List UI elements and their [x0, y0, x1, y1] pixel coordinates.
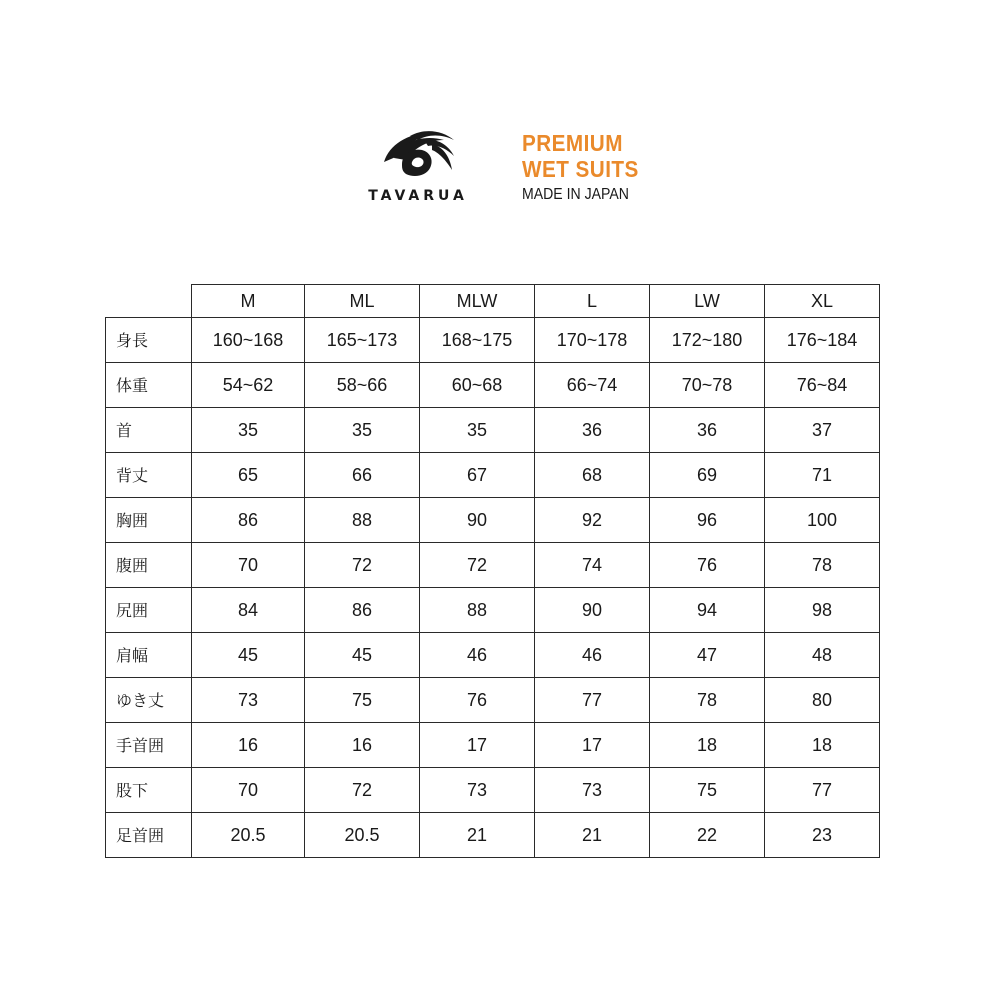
- table-row: [106, 408, 880, 453]
- measurement-value: 36: [650, 408, 765, 453]
- measurement-value: 76: [650, 543, 765, 588]
- size-header-cell: M: [192, 285, 305, 318]
- measurement-value: 66~74: [535, 363, 650, 408]
- size-header-cell: ML: [305, 285, 420, 318]
- measurement-value: 90: [535, 588, 650, 633]
- measurement-value: 88: [420, 588, 535, 633]
- brand-name: TAVARUA: [368, 188, 468, 204]
- table-row: [106, 768, 880, 813]
- measurement-label: 手首囲: [106, 723, 192, 768]
- measurement-value: 86: [192, 498, 305, 543]
- measurement-label: 背丈: [106, 453, 192, 498]
- measurement-label: 肩幅: [106, 633, 192, 678]
- measurement-value: 76~84: [765, 363, 880, 408]
- tagline-wet-suits: WET SUITS: [522, 156, 639, 182]
- measurement-label: 足首囲: [106, 813, 192, 858]
- table-row: [106, 678, 880, 723]
- table-row: [106, 543, 880, 588]
- measurement-label: 尻囲: [106, 588, 192, 633]
- measurement-value: 17: [420, 723, 535, 768]
- measurement-value: 72: [305, 768, 420, 813]
- measurement-value: 68: [535, 453, 650, 498]
- measurement-value: 88: [305, 498, 420, 543]
- measurement-value: 16: [305, 723, 420, 768]
- measurement-value: 22: [650, 813, 765, 858]
- table-corner-cell: [106, 285, 192, 318]
- measurement-value: 47: [650, 633, 765, 678]
- measurement-value: 94: [650, 588, 765, 633]
- size-header-row: [106, 285, 880, 318]
- measurement-value: 80: [765, 678, 880, 723]
- measurement-label: 胸囲: [106, 498, 192, 543]
- measurement-value: 86: [305, 588, 420, 633]
- tagline-made-in-japan: MADE IN JAPAN: [522, 186, 629, 203]
- measurement-value: 48: [765, 633, 880, 678]
- measurement-label: ゆき丈: [106, 678, 192, 723]
- measurement-value: 21: [420, 813, 535, 858]
- measurement-value: 35: [305, 408, 420, 453]
- measurement-value: 100: [765, 498, 880, 543]
- measurement-value: 17: [535, 723, 650, 768]
- measurement-value: 71: [765, 453, 880, 498]
- table-row: [106, 363, 880, 408]
- measurement-value: 78: [650, 678, 765, 723]
- measurement-value: 170~178: [535, 318, 650, 363]
- table-row: [106, 723, 880, 768]
- measurement-value: 46: [420, 633, 535, 678]
- table-row: [106, 588, 880, 633]
- measurement-value: 75: [305, 678, 420, 723]
- tavarua-wave-logo-icon: [380, 128, 458, 184]
- measurement-value: 74: [535, 543, 650, 588]
- measurement-value: 165~173: [305, 318, 420, 363]
- size-header-cell: XL: [765, 285, 880, 318]
- measurement-value: 36: [535, 408, 650, 453]
- size-table-body: [106, 318, 880, 858]
- measurement-value: 67: [420, 453, 535, 498]
- measurement-value: 84: [192, 588, 305, 633]
- measurement-value: 18: [650, 723, 765, 768]
- measurement-value: 70~78: [650, 363, 765, 408]
- table-row: [106, 498, 880, 543]
- measurement-value: 72: [305, 543, 420, 588]
- measurement-value: 45: [305, 633, 420, 678]
- measurement-value: 70: [192, 768, 305, 813]
- measurement-value: 96: [650, 498, 765, 543]
- measurement-value: 98: [765, 588, 880, 633]
- measurement-value: 172~180: [650, 318, 765, 363]
- measurement-value: 160~168: [192, 318, 305, 363]
- measurement-value: 73: [420, 768, 535, 813]
- measurement-value: 54~62: [192, 363, 305, 408]
- measurement-value: 77: [765, 768, 880, 813]
- table-row: [106, 453, 880, 498]
- measurement-value: 70: [192, 543, 305, 588]
- size-header-cell: L: [535, 285, 650, 318]
- size-header-cell: MLW: [420, 285, 535, 318]
- measurement-value: 73: [192, 678, 305, 723]
- measurement-value: 35: [192, 408, 305, 453]
- measurement-value: 16: [192, 723, 305, 768]
- tagline-premium: PREMIUM: [522, 130, 623, 156]
- measurement-value: 77: [535, 678, 650, 723]
- measurement-label: 身長: [106, 318, 192, 363]
- measurement-value: 58~66: [305, 363, 420, 408]
- size-chart-table: [105, 284, 880, 858]
- measurement-value: 37: [765, 408, 880, 453]
- measurement-value: 73: [535, 768, 650, 813]
- measurement-value: 60~68: [420, 363, 535, 408]
- table-row: [106, 633, 880, 678]
- measurement-value: 35: [420, 408, 535, 453]
- measurement-value: 176~184: [765, 318, 880, 363]
- measurement-value: 75: [650, 768, 765, 813]
- measurement-value: 65: [192, 453, 305, 498]
- measurement-value: 76: [420, 678, 535, 723]
- size-header-cell: LW: [650, 285, 765, 318]
- measurement-value: 20.5: [305, 813, 420, 858]
- measurement-value: 46: [535, 633, 650, 678]
- measurement-label: 体重: [106, 363, 192, 408]
- measurement-label: 股下: [106, 768, 192, 813]
- measurement-value: 69: [650, 453, 765, 498]
- table-row: [106, 318, 880, 363]
- measurement-label: 首: [106, 408, 192, 453]
- measurement-value: 20.5: [192, 813, 305, 858]
- measurement-value: 72: [420, 543, 535, 588]
- measurement-value: 18: [765, 723, 880, 768]
- measurement-value: 168~175: [420, 318, 535, 363]
- measurement-label: 腹囲: [106, 543, 192, 588]
- measurement-value: 90: [420, 498, 535, 543]
- measurement-value: 78: [765, 543, 880, 588]
- measurement-value: 92: [535, 498, 650, 543]
- measurement-value: 45: [192, 633, 305, 678]
- measurement-value: 23: [765, 813, 880, 858]
- measurement-value: 66: [305, 453, 420, 498]
- measurement-value: 21: [535, 813, 650, 858]
- table-row: [106, 813, 880, 858]
